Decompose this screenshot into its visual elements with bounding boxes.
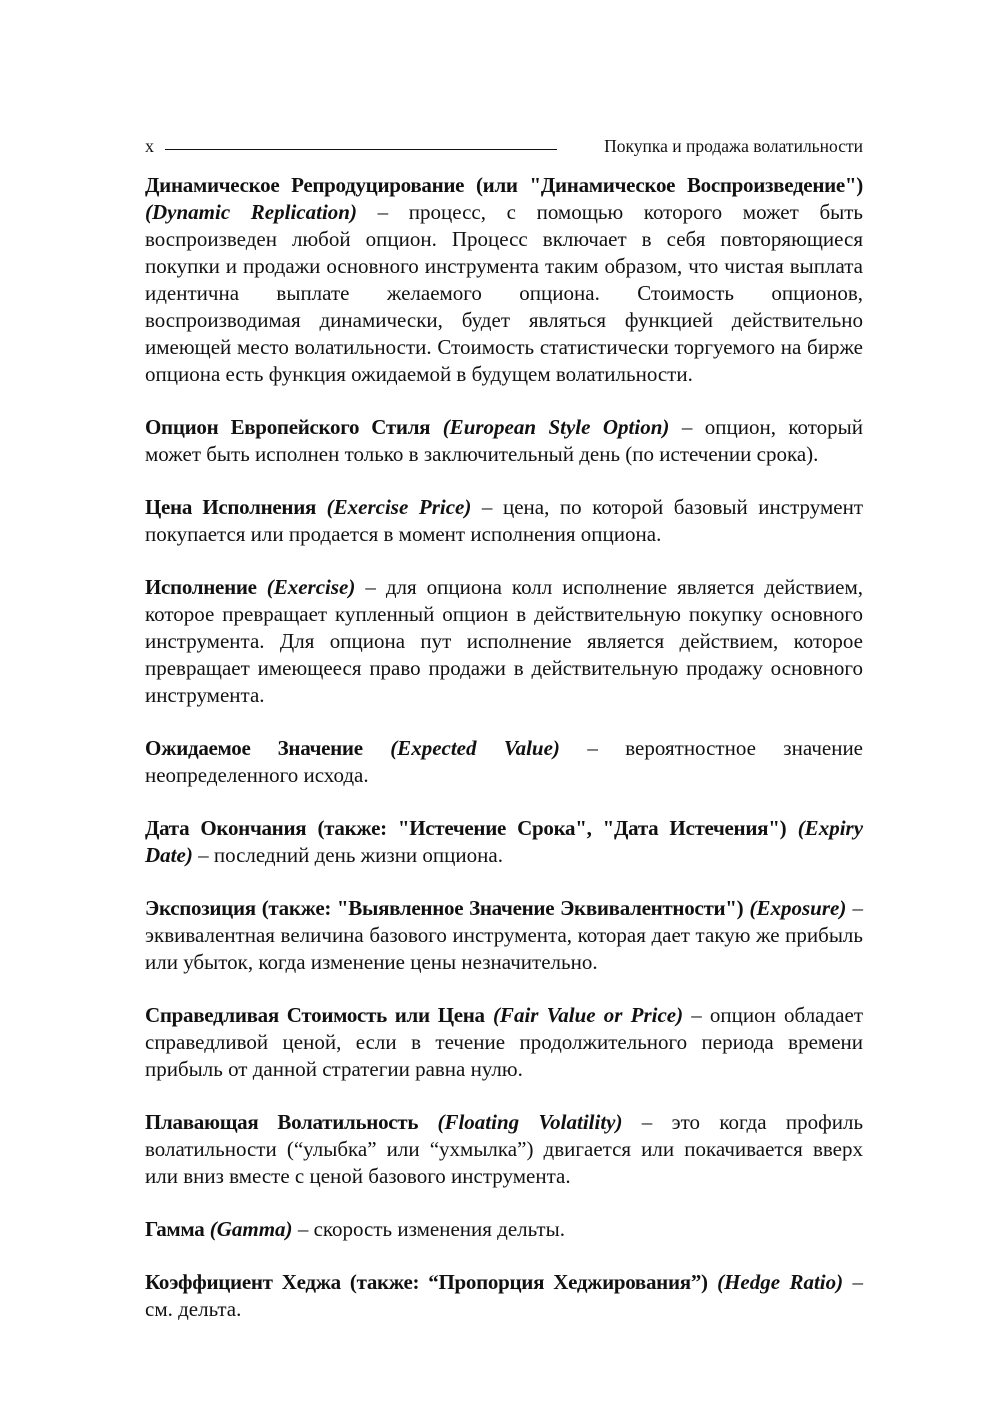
header-rule (165, 149, 557, 150)
glossary-separator: – (356, 200, 409, 224)
glossary-definition: опцион обладает справедливой ценой, если в течение продолжительного периода времени прибыль от данной стратегии равна нулю. (145, 1003, 864, 1081)
running-title: Покупка и продажа волатильности (604, 135, 863, 156)
glossary-term-english: (Exercise) (266, 575, 356, 599)
glossary-term-english: (Exercise Price) (326, 495, 472, 519)
glossary-term: Динамическое Репродуцирование (или "Динамическое Воспроизведение") (145, 173, 863, 197)
glossary-entry (145, 1269, 863, 1323)
glossary-list (145, 172, 863, 1323)
glossary-definition: вероятностное значение неопределенного исхода. (145, 736, 864, 787)
glossary-term: Исполнение (145, 575, 257, 599)
glossary-entry (145, 735, 863, 789)
glossary-entry (145, 414, 863, 468)
glossary-term: Экспозиция (также: "Выявленное Значение Эквивалентности") (145, 896, 744, 920)
glossary-term-english: (Exposure) (749, 896, 847, 920)
glossary-term: Дата Окончания (также: "Истечение Срока", "Дата Истечения") (145, 816, 787, 840)
glossary-separator: – (669, 415, 705, 439)
glossary-term: Ожидаемое Значение (145, 736, 363, 760)
glossary-term-english: (Dynamic Replication) (145, 200, 357, 224)
glossary-separator: – (843, 1270, 863, 1294)
glossary-term: Гамма (145, 1217, 205, 1241)
glossary-term-english: (European Style Option) (442, 415, 670, 439)
glossary-entry (145, 1002, 863, 1083)
glossary-definition: последний день жизни опциона. (213, 843, 503, 867)
glossary-definition: цена, по которой базовый инструмент покупается или продается в момент исполнения опциона. (145, 495, 864, 546)
glossary-term-english: (Expected Value) (390, 736, 560, 760)
glossary-definition: скорость изменения дельты. (313, 1217, 565, 1241)
glossary-term: Цена Исполнения (145, 495, 317, 519)
glossary-separator: – (559, 736, 626, 760)
glossary-separator: – (292, 1217, 314, 1241)
glossary-term-english: (Hedge Ratio) (717, 1270, 844, 1294)
glossary-entry (145, 494, 863, 548)
document-page (145, 128, 863, 1349)
glossary-definition: процесс, с помощью которого может быть воспроизведен любой опцион. Процесс включает в себя повторяющиеся покупки и продажи основного инструмента таким образом, что чистая выплата идентична выплате желаемого опциона. Стоимость опционов, воспроизводимая динамически, будет являться функцией действительно имеющей место волатильности. Стоимость статистически торгуемого на бирже опциона есть функция ожидаемой в будущем волатильности. (145, 200, 863, 386)
glossary-entry (145, 815, 863, 869)
glossary-entry (145, 574, 863, 709)
glossary-separator: – (471, 495, 503, 519)
page-number: x (145, 135, 154, 156)
glossary-term: Коэффициент Хеджа (также: “Пропорция Хеджирования”) (145, 1270, 708, 1294)
glossary-separator: – (683, 1003, 710, 1027)
glossary-separator: – (846, 896, 863, 920)
glossary-term: Опцион Европейского Стиля (145, 415, 431, 439)
glossary-term-english: (Floating Volatility) (437, 1110, 623, 1134)
glossary-term-english: (Expiry Date) (145, 816, 864, 867)
glossary-separator: – (622, 1110, 672, 1134)
glossary-entry (145, 1216, 863, 1243)
glossary-definition: это когда профиль волатильности (“улыбка” или “ухмылка”) двигается или покачивается вверх или вниз вместе с ценой базового инструмента. (145, 1110, 864, 1188)
glossary-definition: опцион, который может быть исполнен только в заключительный день (по истечении срока). (145, 415, 864, 466)
glossary-definition: см. дельта. (145, 1297, 242, 1321)
glossary-definition: для опциона колл исполнение является действием, которое превращает купленный опцион в действительную покупку основного инструмента. Для опциона пут исполнение является действием, которое превращает имеющееся право продажи в действительную продажу основного инструмента. (145, 575, 864, 707)
glossary-definition: эквивалентная величина базового инструмента, которая дает такую же прибыль или убыток, когда изменение цены незначительно. (145, 923, 863, 974)
glossary-entry (145, 172, 863, 388)
glossary-term-english: (Fair Value or Price) (492, 1003, 684, 1027)
glossary-entry (145, 1109, 863, 1190)
glossary-term: Справедливая Стоимость или Цена (145, 1003, 485, 1027)
glossary-term-english: (Gamma) (209, 1217, 293, 1241)
glossary-separator: – (355, 575, 386, 599)
running-header (145, 128, 863, 164)
glossary-term: Плавающая Волатильность (145, 1110, 419, 1134)
glossary-entry (145, 895, 863, 976)
glossary-separator: – (192, 843, 214, 867)
